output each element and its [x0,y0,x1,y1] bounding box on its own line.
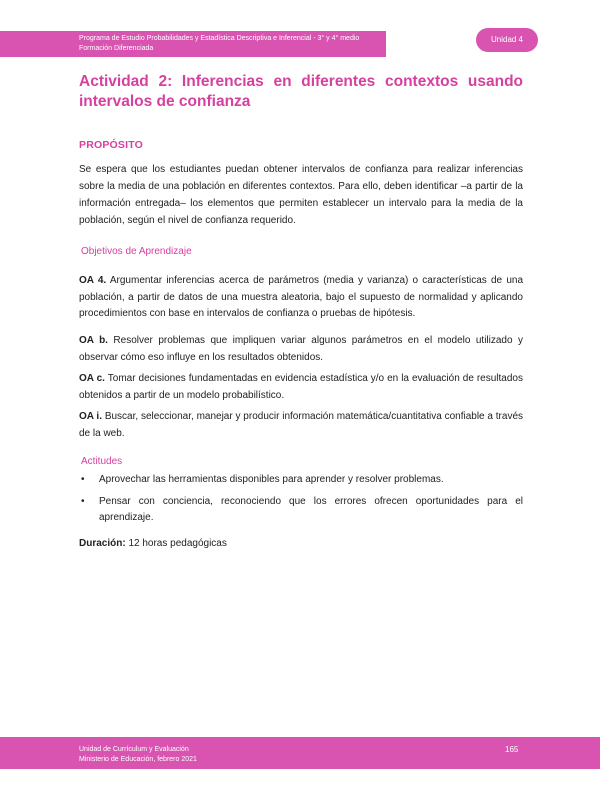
objective-oa4 [79,273,523,323]
objective-text: Tomar decisiones fundamentadas en evidencia estadística y/o en la evaluación de resultados obtenidos a partir de un modelo probabilístico. [79,373,523,401]
attitudes-list [79,472,523,532]
objective-text: Buscar, seleccionar, manejar y producir información matemática/cuantitativa confiable a través de la web. [79,411,524,439]
objectives-heading: Objetivos de Aprendizaje [81,246,192,257]
activity-title: Actividad 2: Inferencias en diferentes contextos usando intervalos de confianza [79,73,523,110]
objective-oab [79,333,523,366]
attitude-text: Aprovechar las herramientas disponibles para aprender y resolver problemas. [99,474,444,485]
duration-label: Duración: [79,538,126,549]
document-footer [79,745,197,764]
bullet-icon: • [81,474,85,485]
list-item [79,494,523,527]
objective-code: OA 4. [79,275,107,286]
duration-line [79,535,227,552]
objective-code: OA i. [79,411,102,422]
objective-oac [79,371,523,404]
objective-oai [79,409,523,442]
attitude-text: Pensar con conciencia, reconociendo que los errores ofrecen oportunidades para el aprendizaje. [99,495,523,523]
header-program-subtitle: Formación Diferenciada [79,44,154,52]
purpose-paragraph: Se espera que los estudiantes puedan obtener intervalos de confianza para realizar inferencias sobre la media de una población en diferentes contextos. Para ello, deben identificar –a partir de la información entregada– los elementos que permiten establecer un intervalo para la media de la población, según el nivel de confianza requerido. [79,164,523,226]
header-program-title: Programa de Estudio Probabilidades y Estadística Descriptiva e Inferencial - 3° y 4° medio [79,35,360,42]
objective-text: Argumentar inferencias acerca de parámetros (media y varianza) o características de una población, a partir de datos de una muestra aleatoria, bajo el supuesto de normalidad y aplicando procedimientos con base en intervalos de confianza o pruebas de hipótesis. [79,275,523,319]
unit-badge: Unidad 4 [476,28,538,52]
objective-code: OA b. [79,335,108,346]
document-header [79,34,389,53]
footer-unit: Unidad de Currículum y Evaluación [79,746,189,753]
footer-ministry: Ministerio de Educación, febrero 2021 [79,755,197,763]
page-number: 165 [505,745,519,754]
list-item [79,472,523,489]
purpose-heading: PROPÓSITO [79,139,144,151]
duration-value: 12 horas pedagógicas [128,538,227,549]
attitudes-heading: Actitudes [81,456,123,467]
bullet-icon: • [81,495,85,507]
objective-code: OA c. [79,373,105,384]
objective-text: Resolver problemas que impliquen variar algunos parámetros en el modelo utilizado y observar cómo eso influye en los resultados obtenidos. [79,335,523,363]
